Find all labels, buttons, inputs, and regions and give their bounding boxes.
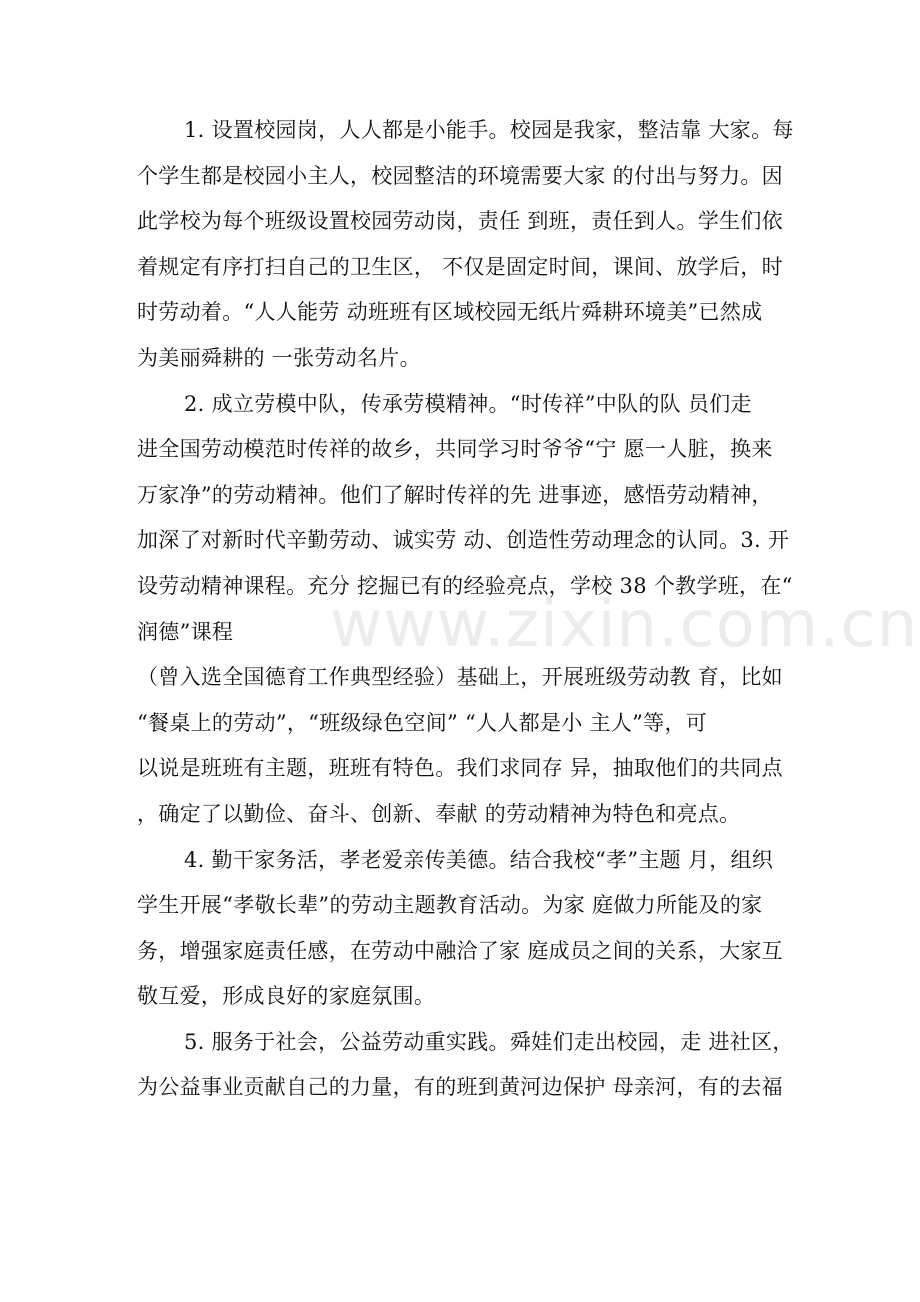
paragraph-4-line-2: 为公益事业贡献自己的力量，有的班到黄河边保护 母亲河，有的去福 (137, 1075, 783, 1100)
paragraph-2-line-8: “餐桌上的劳动”，“班级绿色空间” “人人都是小 主人”等，可 (137, 710, 708, 735)
paragraph-1-line-5: 时劳动着。“人人能劳 动班班有区域校园无纸片舜耕环境美”已然成 (137, 300, 763, 325)
paragraph-1-line-1: 1. 设置校园岗，人人都是小能手。校园是我家，整洁靠 大家。每 (184, 118, 794, 142)
paragraph-2-line-1: 2. 成立劳模中队，传承劳模精神。“时传祥”中队的队 员们走 (184, 391, 752, 416)
paragraph-2-line-6: 润德”课程 (137, 619, 234, 644)
paragraph-1-line-2: 个学生都是校园小主人，校园整洁的环境需要大家 的付出与努力。因 (137, 163, 783, 188)
watermark-text: www.zixin.com.cn (330, 588, 919, 662)
paragraph-2-line-10: ，确定了以勤俭、奋斗、创新、奉献 的劳动精神为特色和亮点。 (137, 801, 741, 826)
paragraph-2-line-9: 以说是班班有主题，班班有特色。我们求同存 异，抽取他们的共同点 (137, 756, 783, 781)
document-body (137, 108, 797, 1111)
paragraph-2-line-2: 进全国劳动模范时传祥的故乡，共同学习时爷爷“宁 愿一人脏，换来 (137, 437, 773, 462)
paragraph-2-line-5: 设劳动精神课程。充分 挖掘已有的经验亮点，学校 38 个教学班，在“ (137, 573, 793, 598)
paragraph-1-line-4: 着规定有序打扫自己的卫生区， 不仅是固定时间，课间、放学后，时 (137, 254, 783, 279)
paragraph-3-line-4: 敬互爱，形成良好的家庭氛围。 (137, 984, 436, 1009)
paragraph-1-line-6: 为美丽舜耕的 一张劳动名片。 (137, 345, 421, 370)
paragraph-4-line-1: 5. 服务于社会，公益劳动重实践。舜娃们走出校园，走 进社区， (184, 1029, 794, 1054)
paragraph-3-line-2: 学生开展“孝敬长辈”的劳动主题教育活动。为家 庭做力所能及的家 (137, 893, 763, 918)
paragraph-1-line-3: 此学校为每个班级设置校园劳动岗，责任 到班，责任到人。学生们依 (137, 209, 783, 234)
paragraph-2-line-4: 加深了对新时代辛勤劳动、诚实劳 动、创造性劳动理念的认同。3. 开 (137, 528, 790, 553)
paragraph-2-line-7: （曾入选全国德育工作典型经验）基础上，开展班级劳动教 育，比如 (137, 665, 783, 690)
paragraph-2-line-3: 万家净”的劳动精神。他们了解时传祥的先 进事迹，感悟劳动精神， (137, 482, 773, 507)
paragraph-3-line-1: 4. 勤干家务活，孝老爱亲传美德。结合我校“孝”主题 月，组织 (184, 847, 774, 872)
paragraph-3-line-3: 务，增强家庭责任感，在劳动中融洽了家 庭成员之间的关系，大家互 (137, 938, 783, 963)
